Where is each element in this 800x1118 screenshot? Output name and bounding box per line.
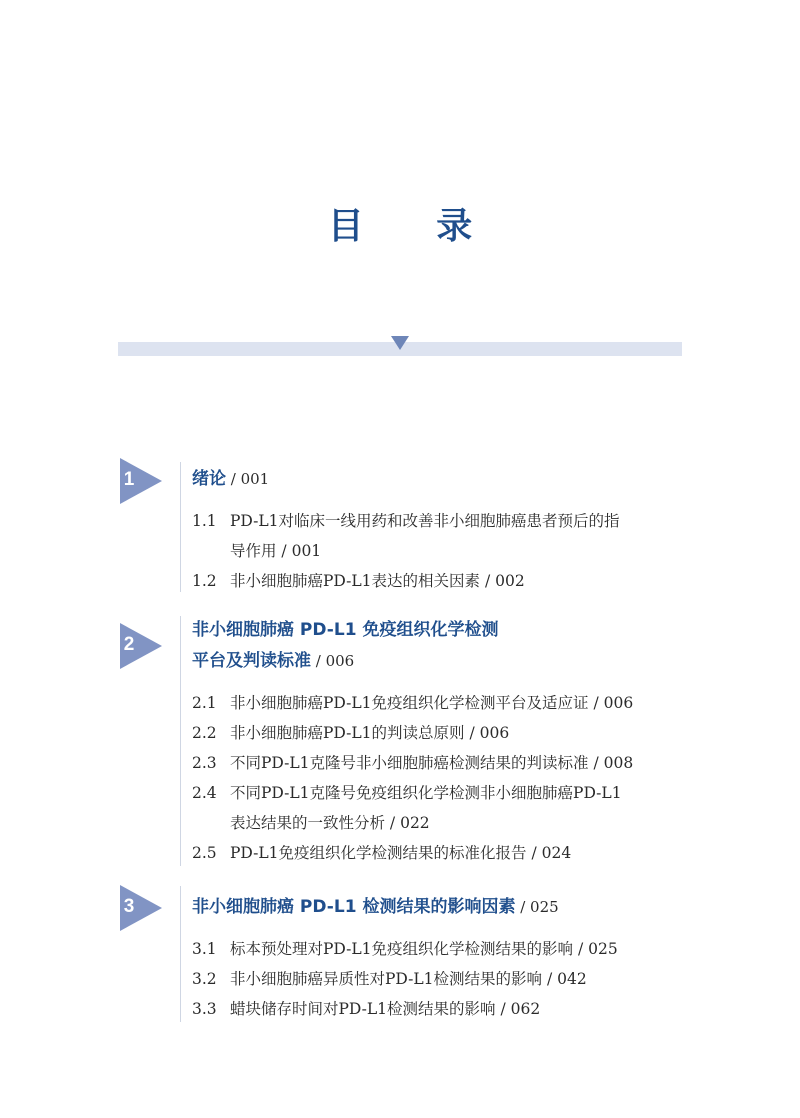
toc-entry[interactable] xyxy=(192,778,622,838)
entry-text: 不同PD-L1克隆号非小细胞肺癌检测结果的判读标准 / 008 xyxy=(230,754,634,772)
entry-text: 非小细胞肺癌异质性对PD-L1检测结果的影响 / 042 xyxy=(230,970,587,988)
chapter-title[interactable] xyxy=(192,464,269,495)
entry-number: 2.2 xyxy=(192,724,217,742)
chapter-number: 3 xyxy=(123,896,135,917)
page-title: 目 录 xyxy=(327,205,503,247)
chapter-3-rule xyxy=(180,886,181,1022)
entry-text-continued: 导作用 / 001 xyxy=(230,542,322,560)
chapter-page: / 025 xyxy=(515,898,559,916)
toc-entry[interactable] xyxy=(192,934,618,964)
entry-number: 1.2 xyxy=(192,572,217,590)
chapter-page: / 001 xyxy=(226,470,270,488)
toc-entry[interactable] xyxy=(192,964,587,994)
entry-text: 非小细胞肺癌PD-L1免疫组织化学检测平台及适应证 / 006 xyxy=(230,694,634,712)
entry-text: 蜡块储存时间对PD-L1检测结果的影响 / 062 xyxy=(230,1000,541,1018)
chapter-2-rule xyxy=(180,616,181,866)
entry-text-continued: 表达结果的一致性分析 / 022 xyxy=(230,814,430,832)
entry-text: PD-L1免疫组织化学检测结果的标准化报告 / 024 xyxy=(230,844,572,862)
entry-text: PD-L1对临床一线用药和改善非小细胞肺癌患者预后的指 xyxy=(230,512,620,530)
chapter-number: 2 xyxy=(123,634,135,655)
entry-number: 2.3 xyxy=(192,754,217,772)
toc-entry[interactable] xyxy=(192,566,525,596)
entry-number: 3.3 xyxy=(192,1000,217,1018)
chapter-title-text: 非小细胞肺癌 PD-L1 检测结果的影响因素 xyxy=(192,897,516,917)
entry-text: 不同PD-L1克隆号免疫组织化学检测非小细胞肺癌PD-L1 xyxy=(230,784,622,802)
chapter-title-text-continued: 平台及判读标准 xyxy=(192,651,311,671)
chapter-title[interactable] xyxy=(192,615,498,677)
entry-number: 2.5 xyxy=(192,844,217,862)
entry-number: 3.1 xyxy=(192,940,217,958)
toc-entry[interactable] xyxy=(192,718,509,748)
toc-entry[interactable] xyxy=(192,688,633,718)
entry-number: 2.4 xyxy=(192,784,217,802)
chapter-page: / 006 xyxy=(311,652,355,670)
entry-number: 2.1 xyxy=(192,694,217,712)
toc-entry[interactable] xyxy=(192,506,620,566)
chapter-title-text: 绪论 xyxy=(192,469,226,489)
toc-entry[interactable] xyxy=(192,838,571,868)
entry-number: 3.2 xyxy=(192,970,217,988)
entry-text: 非小细胞肺癌PD-L1的判读总原则 / 006 xyxy=(230,724,510,742)
entry-text: 非小细胞肺癌PD-L1表达的相关因素 / 002 xyxy=(230,572,525,590)
toc-entry[interactable] xyxy=(192,748,633,778)
entry-text: 标本预处理对PD-L1免疫组织化学检测结果的影响 / 025 xyxy=(230,940,618,958)
divider-arrow-icon xyxy=(391,336,409,350)
chapter-title[interactable] xyxy=(192,892,559,923)
chapter-1-rule xyxy=(180,462,181,592)
chapter-title-text: 非小细胞肺癌 PD-L1 免疫组织化学检测 xyxy=(192,620,499,640)
entry-number: 1.1 xyxy=(192,512,217,530)
toc-entry[interactable] xyxy=(192,994,540,1024)
chapter-number: 1 xyxy=(123,469,135,490)
